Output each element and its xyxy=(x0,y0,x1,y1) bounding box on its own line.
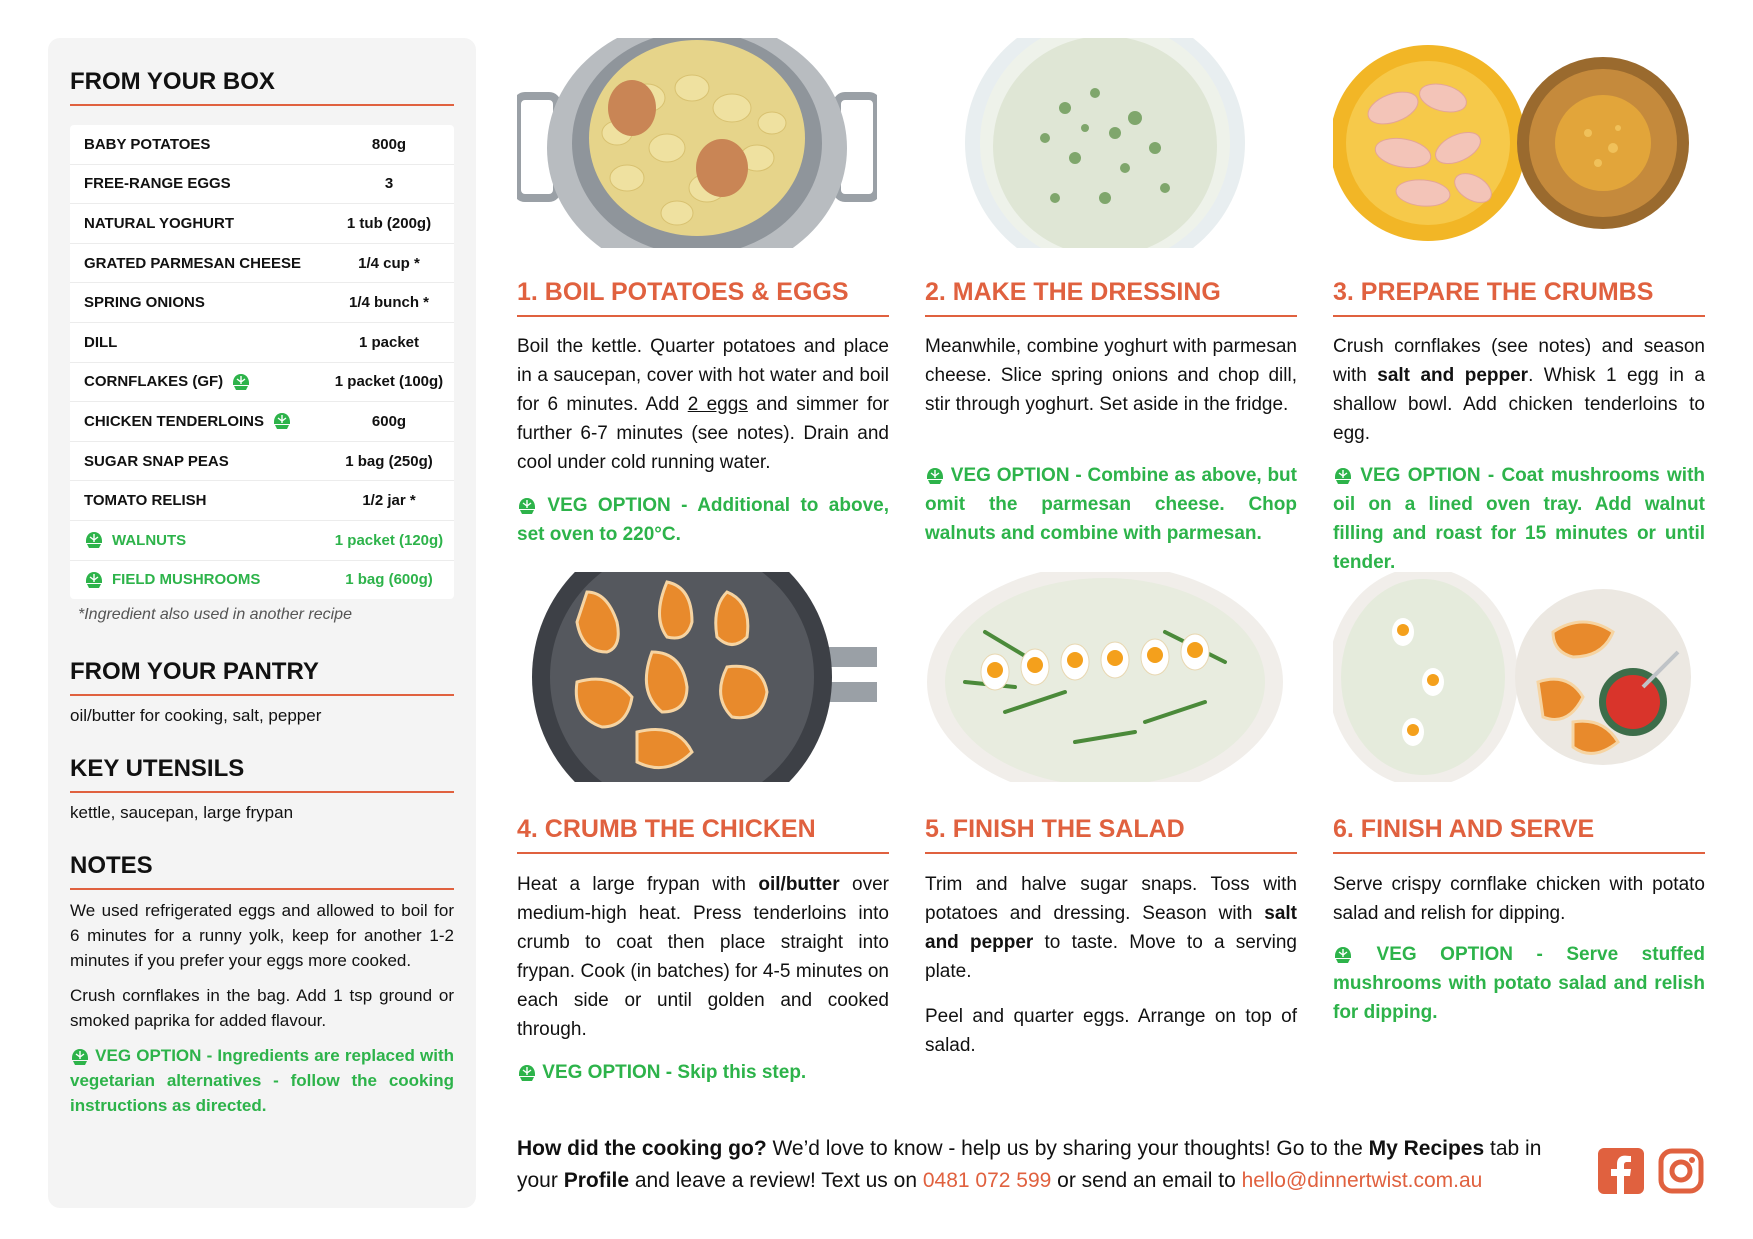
phone-link[interactable]: 0481 072 599 xyxy=(922,1169,1052,1192)
step-2-veg-text: VEG OPTION - Combine as above, but omit the parmesan cheese. Chop walnuts and combine with parmesan. xyxy=(925,465,1297,544)
step-3-text-c: . Whisk 1 egg in a shallow bowl. Add chicken tenderloins to egg. xyxy=(1333,365,1705,444)
step-4-text xyxy=(517,870,889,1044)
step-1-text-c: and simmer for further 6-7 minutes (see notes). Drain and cool under cold running water. xyxy=(517,394,890,473)
ingredient-qty: 1 packet (120g) xyxy=(334,531,444,549)
step-4-veg-text: VEG OPTION - Skip this step. xyxy=(542,1062,807,1083)
ingredient-row xyxy=(70,521,454,561)
step-1-text-b: 2 eggs xyxy=(687,394,748,415)
ingredient-row xyxy=(70,125,454,165)
ingredient-name-text: SUGAR SNAP PEAS xyxy=(84,452,229,470)
ingredient-name xyxy=(70,175,324,192)
leaf-icon xyxy=(231,373,251,391)
ingredient-name-text: TOMATO RELISH xyxy=(84,492,207,510)
ingredient-name xyxy=(70,492,324,509)
leaf-icon xyxy=(1333,467,1353,485)
leaf-icon xyxy=(70,1048,90,1066)
ingredient-name-text: BABY POTATOES xyxy=(84,135,211,153)
pantry-heading: FROM YOUR PANTRY xyxy=(70,658,454,696)
ingredient-name-text: CHICKEN TENDERLOINS xyxy=(84,412,265,430)
step-4-title: 4. CRUMB THE CHICKEN xyxy=(517,815,889,854)
ingredient-name-text: DILL xyxy=(84,333,118,351)
photo-crumbs xyxy=(1333,38,1693,248)
note-veg-text: VEG OPTION - Ingredients are replaced with vegetarian alternatives - follow the cooking instructions as directed. xyxy=(70,1046,454,1115)
step-4-text-b: oil/butter xyxy=(758,874,840,895)
leaf-icon xyxy=(272,412,292,430)
step-1-text-a: Boil the kettle. Quarter potatoes and place in a saucepan, cover with hot water and boil for 6 minutes. Add xyxy=(517,336,889,415)
step-1-veg-text: VEG OPTION - Additional to above, set oven to 220°C. xyxy=(517,495,889,545)
ingredient-row xyxy=(70,402,454,442)
ingredient-name xyxy=(70,373,324,391)
ingredient-name xyxy=(70,136,324,153)
step-5-text xyxy=(925,870,1297,986)
step-3-veg-text: VEG OPTION - Coat mushrooms with oil on a lined oven tray. Add walnut filling and roast for 15 minutes or until tender. xyxy=(1333,465,1705,573)
photo-serve xyxy=(1333,572,1693,782)
ingredient-qty: 600g xyxy=(371,412,407,430)
ingredient-qty: 3 xyxy=(384,175,394,193)
ingredient-row xyxy=(70,204,454,244)
note-2: Crush cornflakes in the bag. Add 1 tsp ground or smoked paprika for added flavour. xyxy=(70,986,454,1030)
instagram-icon[interactable] xyxy=(1658,1148,1704,1194)
step-3-veg xyxy=(1333,461,1705,577)
ingredient-qty: 1 bag (600g) xyxy=(345,571,433,589)
step-2-veg xyxy=(925,461,1297,548)
step-4-text-a: Heat a large frypan with xyxy=(517,874,759,895)
step-4-text-c: over medium-high heat. Press tenderloins into crumb to coat then place straight into frypan. Cook (in batches) for 4-5 minutes on each side or until golden and cooked through. xyxy=(517,874,889,1040)
ingredient-name-text: WALNUTS xyxy=(112,531,187,549)
leaf-icon xyxy=(84,571,104,589)
ingredient-qty: 1 packet (100g) xyxy=(334,373,444,391)
ingredient-name-text: GRATED PARMESAN CHEESE xyxy=(84,254,301,272)
ingredient-name-text: SPRING ONIONS xyxy=(84,294,205,312)
ingredient-row xyxy=(70,561,454,600)
step-3-text xyxy=(1333,332,1705,448)
step-6-veg-text: VEG OPTION - Serve stuffed mushrooms with potato salad and relish for dipping. xyxy=(1333,944,1706,1023)
ingredient-name xyxy=(70,334,324,351)
note-1: We used refrigerated eggs and allowed to boil for 6 minutes for a runny yolk, keep for another 1-2 minutes if you prefer your eggs more cooked. xyxy=(70,901,454,970)
step-4-veg xyxy=(517,1058,889,1087)
ingredient-name-text: NATURAL YOGHURT xyxy=(84,214,234,232)
step-6-veg xyxy=(1333,940,1705,1027)
ingredient-name-text: FREE-RANGE EGGS xyxy=(84,175,231,193)
from-your-box-heading: FROM YOUR BOX xyxy=(70,68,454,106)
review-text-3: and leave a review! Text us on xyxy=(629,1169,923,1192)
photo-finish-salad xyxy=(925,572,1285,782)
ingredient-qty: 1/4 cup * xyxy=(358,254,420,272)
ingredient-name-text: FIELD MUSHROOMS xyxy=(112,571,261,589)
ingredient-list xyxy=(70,125,454,599)
ingredient-row xyxy=(70,363,454,403)
profile-label: Profile xyxy=(563,1169,630,1192)
review-text-2: tab in your xyxy=(517,1137,1542,1192)
facebook-icon[interactable] xyxy=(1598,1148,1644,1194)
ingredient-row xyxy=(70,481,454,521)
leaf-icon xyxy=(925,467,945,485)
step-6-text: Serve crispy cornflake chicken with potato salad and relish for dipping. xyxy=(1333,874,1705,924)
ingredient-row xyxy=(70,283,454,323)
step-3-text-a: Crush cornflakes (see notes) and season with xyxy=(1333,336,1705,386)
ingredient-qty: 1 bag (250g) xyxy=(345,452,433,470)
utensils-text: kettle, saucepan, large frypan xyxy=(70,803,294,822)
photo-dressing xyxy=(925,38,1285,248)
photo-boil-potatoes xyxy=(517,38,877,248)
photo-crumb-chicken xyxy=(517,572,877,782)
step-1-veg xyxy=(517,491,889,549)
step-5-text-b: salt and pepper xyxy=(925,903,1297,953)
step-5-title: 5. FINISH THE SALAD xyxy=(925,815,1297,854)
step-3-title: 3. PREPARE THE CRUMBS xyxy=(1333,278,1705,317)
step-2-title: 2. MAKE THE DRESSING xyxy=(925,278,1297,317)
pantry-text: oil/butter for cooking, salt, pepper xyxy=(70,706,322,725)
ingredient-name-text: CORNFLAKES (GF) xyxy=(84,373,224,391)
ingredients-sidebar xyxy=(48,38,476,1208)
ingredient-qty: 1/4 bunch * xyxy=(348,294,430,312)
review-text-1: We’d love to know - help us by sharing your thoughts! Go to the xyxy=(766,1137,1369,1160)
email-link[interactable]: hello@dinnertwist.com.au xyxy=(1241,1169,1483,1192)
ingredient-qty: 1 packet xyxy=(358,333,420,351)
ingredient-row xyxy=(70,165,454,205)
ingredient-qty: 1 tub (200g) xyxy=(346,214,432,232)
step-5-text-a: Trim and halve sugar snaps. Toss with potatoes and dressing. Season with xyxy=(925,874,1297,924)
review-question: How did the cooking go? xyxy=(517,1137,767,1160)
review-prompt xyxy=(517,1133,1577,1197)
notes-heading: NOTES xyxy=(70,852,454,890)
step-1-text xyxy=(517,332,889,477)
ingredient-name xyxy=(70,215,324,232)
ingredient-row xyxy=(70,323,454,363)
ingredient-qty: 1/2 jar * xyxy=(362,492,416,510)
ingredient-qty: 800g xyxy=(371,135,407,153)
ingredient-name xyxy=(70,255,324,272)
ingredient-name xyxy=(70,294,324,311)
ingredient-name xyxy=(70,571,324,589)
ingredient-name xyxy=(70,531,324,549)
step-2-text: Meanwhile, combine yoghurt with parmesan cheese. Slice spring onions and chop dill, stir through yoghurt. Set aside in the fridge. xyxy=(925,336,1297,415)
review-text-4: or send an email to xyxy=(1051,1169,1242,1192)
ingredient-row xyxy=(70,244,454,284)
leaf-icon xyxy=(1333,946,1353,964)
leaf-icon xyxy=(517,1064,537,1082)
step-5-text-2: Peel and quarter eggs. Arrange on top of salad. xyxy=(925,1006,1297,1056)
ingredient-row xyxy=(70,442,454,482)
my-recipes-label: My Recipes xyxy=(1368,1137,1485,1160)
step-1-title: 1. BOIL POTATOES & EGGS xyxy=(517,278,889,317)
step-6-title: 6. FINISH AND SERVE xyxy=(1333,815,1705,854)
note-veg xyxy=(70,1043,454,1118)
ingredient-name xyxy=(70,453,324,470)
step-3-text-b: salt and pepper xyxy=(1377,365,1529,386)
ingredient-name xyxy=(70,412,324,430)
leaf-icon xyxy=(517,497,537,515)
leaf-icon xyxy=(84,531,104,549)
ingredient-footnote: *Ingredient also used in another recipe xyxy=(78,606,352,623)
step-5-text-c: to taste. Move to a serving plate. xyxy=(925,932,1297,982)
utensils-heading: KEY UTENSILS xyxy=(70,755,454,793)
